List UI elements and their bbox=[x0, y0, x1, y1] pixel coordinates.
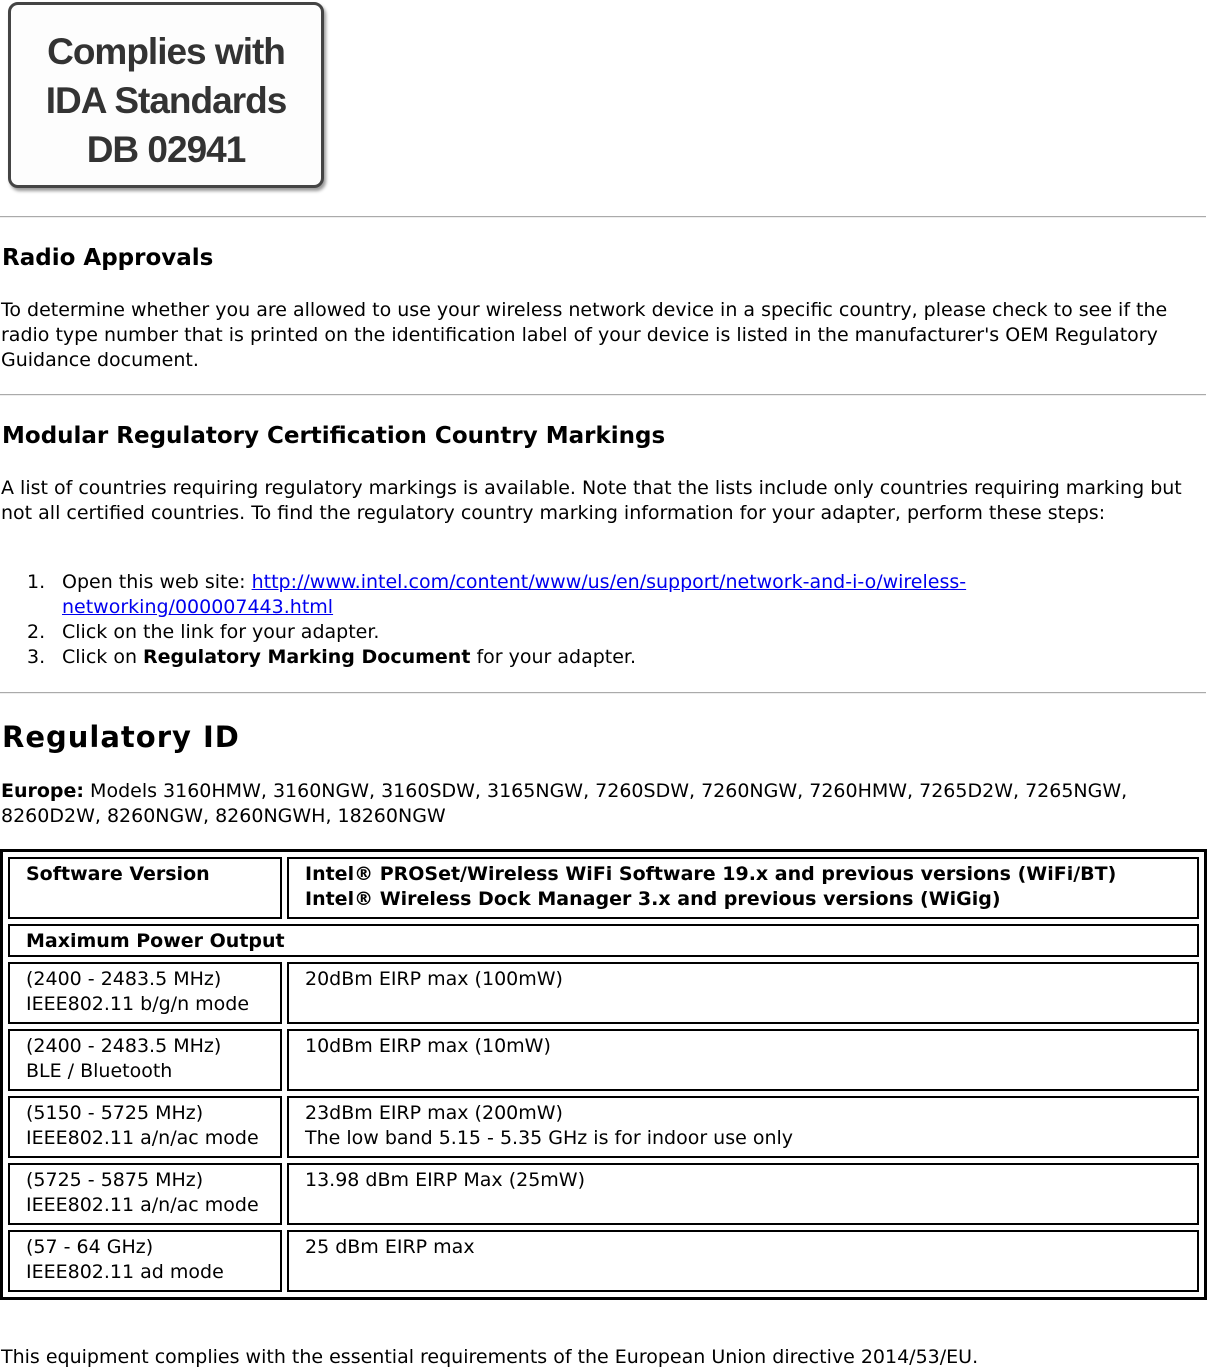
ida-logo-text bbox=[11, 27, 321, 174]
ida-logo-line: Complies with bbox=[47, 31, 285, 72]
divider bbox=[0, 394, 1206, 396]
step-text: Click on bbox=[62, 646, 144, 668]
band-cell bbox=[8, 1029, 282, 1091]
power-cell bbox=[287, 1230, 1199, 1292]
power-cell bbox=[287, 962, 1199, 1024]
table-row bbox=[8, 962, 1199, 1024]
power-note: The low band 5.15 - 5.35 GHz is for indoor use only bbox=[305, 1127, 794, 1149]
europe-models: Models 3160HMW, 3160NGW, 3160SDW, 3165NGW, 7260SDW, 7260NGW, 7260HMW, 7265D2W, 7265NGW, 8260D2W, 8260NGW, 8260NGWH, 18260NGW bbox=[1, 780, 1128, 827]
band-cell bbox=[8, 1163, 282, 1225]
band-range: (2400 - 2483.5 MHz) bbox=[26, 1035, 222, 1057]
power-output-table bbox=[0, 849, 1207, 1300]
list-item bbox=[0, 620, 1162, 645]
intel-support-link[interactable]: http://www.intel.com/content/www/us/en/support/network-and-i-o/wireless-networking/000007443.html bbox=[62, 571, 967, 618]
power-value: 10dBm EIRP max (10mW) bbox=[305, 1035, 551, 1057]
software-line: Intel® PROSet/Wireless WiFi Software 19.x and previous versions (WiFi/BT) bbox=[305, 863, 1117, 885]
software-line: Intel® Wireless Dock Manager 3.x and previous versions (WiGig) bbox=[305, 888, 1001, 910]
europe-models-text bbox=[1, 779, 1201, 829]
band-mode: IEEE802.11 ad mode bbox=[26, 1261, 224, 1283]
band-cell bbox=[8, 1230, 282, 1292]
table-row bbox=[8, 924, 1199, 957]
list-item bbox=[0, 570, 1162, 620]
ida-logo-line: IDA Standards bbox=[45, 80, 287, 121]
step-text: Open this web site: bbox=[62, 571, 252, 593]
power-cell bbox=[287, 1096, 1199, 1158]
divider bbox=[0, 216, 1206, 218]
radio-approvals-text: To determine whether you are allowed to use your wireless network device in a specific country, please check to see if the radio type number that is printed on the identification label of your device is listed in the manufacturer's OEM Regulatory Guidance document. bbox=[1, 299, 1168, 371]
power-value: 13.98 dBm EIRP Max (25mW) bbox=[305, 1169, 585, 1191]
table-row bbox=[8, 1230, 1199, 1292]
power-value: 23dBm EIRP max (200mW) bbox=[305, 1102, 563, 1124]
modular-markings-heading: Modular Regulatory Certification Country Markings bbox=[2, 423, 666, 449]
ida-compliance-logo bbox=[3, 0, 329, 192]
ida-logo-box bbox=[8, 2, 324, 188]
power-value: 25 dBm EIRP max bbox=[305, 1236, 475, 1258]
radio-approvals-heading: Radio Approvals bbox=[2, 245, 214, 271]
table-row bbox=[8, 1163, 1199, 1225]
band-range: (5150 - 5725 MHz) bbox=[26, 1102, 204, 1124]
band-range: (2400 - 2483.5 MHz) bbox=[26, 968, 222, 990]
steps-list bbox=[0, 570, 1162, 670]
step-bold-text: Regulatory Marking Document bbox=[143, 646, 471, 668]
power-cell bbox=[287, 1163, 1199, 1225]
step-number: 3. bbox=[27, 646, 46, 668]
band-cell bbox=[8, 962, 282, 1024]
europe-label: Europe: bbox=[1, 780, 85, 802]
band-mode: BLE / Bluetooth bbox=[26, 1060, 173, 1082]
table-row bbox=[8, 857, 1199, 919]
step-number: 1. bbox=[27, 571, 46, 593]
software-version-label: Software Version bbox=[8, 857, 282, 919]
divider bbox=[0, 692, 1206, 694]
band-mode: IEEE802.11 a/n/ac mode bbox=[26, 1127, 259, 1149]
step-text: for your adapter. bbox=[470, 646, 637, 668]
power-cell bbox=[287, 1029, 1199, 1091]
band-range: (5725 - 5875 MHz) bbox=[26, 1169, 204, 1191]
band-mode: IEEE802.11 b/g/n mode bbox=[26, 993, 250, 1015]
table-row bbox=[8, 1096, 1199, 1158]
ida-logo-line: DB 02941 bbox=[86, 129, 246, 170]
software-version-value bbox=[287, 857, 1199, 919]
step-text: Click on the link for your adapter. bbox=[62, 621, 380, 643]
step-number: 2. bbox=[27, 621, 46, 643]
band-range: (57 - 64 GHz) bbox=[26, 1236, 154, 1258]
table-row bbox=[8, 1029, 1199, 1091]
modular-markings-text: A list of countries requiring regulatory markings is available. Note that the lists include only countries requiring marking but not all certified countries. To find the regulatory country marking information for your adapter, perform these steps: bbox=[1, 477, 1182, 524]
regulatory-id-heading: Regulatory ID bbox=[2, 720, 240, 754]
list-item bbox=[0, 645, 1162, 670]
band-cell bbox=[8, 1096, 282, 1158]
band-mode: IEEE802.11 a/n/ac mode bbox=[26, 1194, 259, 1216]
max-power-header: Maximum Power Output bbox=[8, 924, 1199, 957]
power-value: 20dBm EIRP max (100mW) bbox=[305, 968, 563, 990]
eu-directive-text: This equipment complies with the essential requirements of the European Union directive 2014/53/EU. bbox=[1, 1346, 979, 1368]
